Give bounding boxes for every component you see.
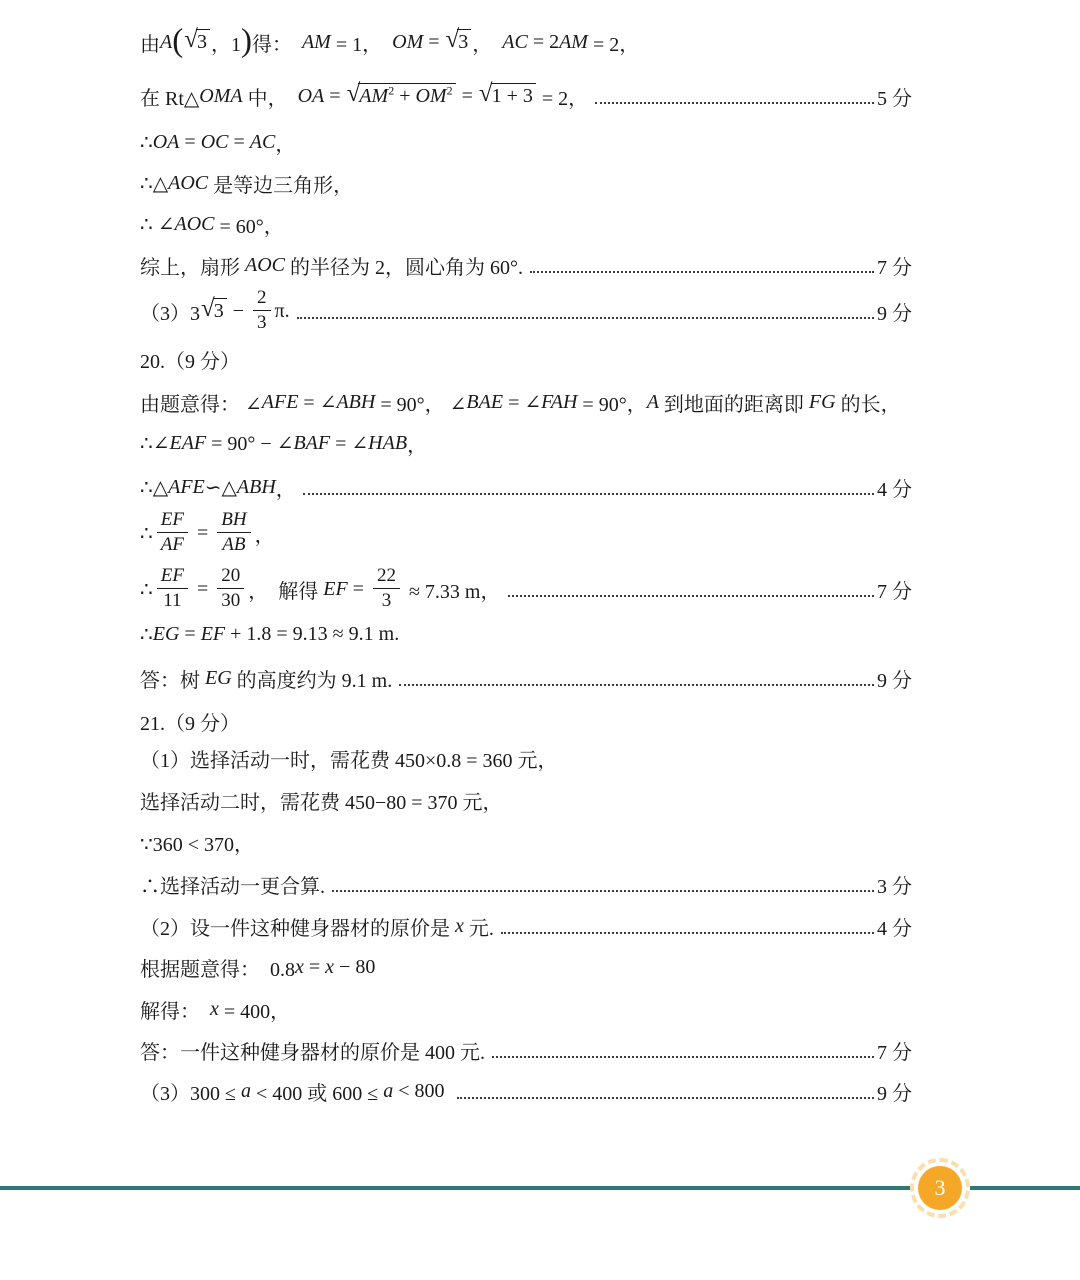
dot-leader [297,317,874,319]
numerator [373,565,400,589]
math-variable: EG [152,622,180,645]
text-run: ∴△ [140,476,169,499]
math-variable: ABH [336,390,376,413]
radicand [491,83,536,108]
fraction [373,565,400,613]
text-run: = ∠ [503,391,542,414]
score-label: 9 分 [877,669,912,692]
text-run: = [179,130,201,153]
text-run: 20 [221,565,241,587]
math-variable: AM [559,30,588,53]
text-run: ， [407,434,428,457]
text-run: （3）3 [140,302,200,325]
score-label: 9 分 [877,302,912,325]
math-variable: OM [392,30,424,53]
text-run: （3）300 ≤ [140,1082,241,1105]
fraction [157,565,188,613]
text-run: 3 [196,30,207,53]
text-run: 中， [242,87,298,110]
text-run: 3 [381,590,392,611]
text-run: ∴ [140,623,153,646]
document-line [140,284,912,338]
document-line [140,473,912,501]
sqrt-radical [478,79,536,109]
text-run: 由 [140,33,160,56]
dot-leader [492,1056,874,1058]
math-variable: EG [205,666,232,689]
text-run: ∴选择活动一更合算. [140,875,325,898]
radical-sign-icon: √ [478,79,493,107]
radical-sign-icon: √ [184,25,198,53]
text-run: = [191,577,214,600]
text-run: ， [254,524,275,547]
superscript: 2 [388,83,395,98]
text-run: ≈ 7.33 m， [403,580,501,603]
math-variable: AOC [168,171,209,194]
fraction [217,509,250,557]
numerator [217,509,250,533]
dot-leader [501,932,874,934]
text-run: ∴ ∠ [140,213,175,236]
math-variable: EF [323,577,348,600]
page-number: 3 [934,1175,946,1200]
math-variable: A [646,390,659,413]
document-line [140,345,912,373]
radical-sign-icon: √ [445,25,460,53]
math-variable: BAF [293,431,331,454]
math-variable: x [325,955,335,978]
math-variable: AF [160,534,184,555]
text-run: = ∠ [298,391,337,414]
math-variable: AM [359,84,389,107]
radical-sign-icon: √ [201,294,215,322]
math-variable: OM [415,84,447,107]
fraction [157,509,188,557]
dot-leader [508,595,875,597]
math-variable: BH [221,509,247,531]
sqrt-radical [346,79,456,109]
text-run: = [347,577,369,600]
text-run: 11 [163,590,182,611]
denominator [221,589,240,613]
numerator [253,287,271,311]
text-run: 21.（9 分） [140,712,240,735]
score-label: 7 分 [877,1041,912,1064]
math-variable: ABH [236,475,276,498]
text-run: = [303,955,326,978]
math-variable: x [210,997,219,1020]
dot-leader [595,102,874,104]
text-run: 到地面的距离即 [658,393,809,416]
score-label: 4 分 [877,917,912,940]
denominator [382,589,392,613]
text-run: ∴∠ [140,432,170,455]
score-label: 5 分 [877,87,912,110]
text-run: ，1 [210,33,241,56]
document-line [140,128,912,156]
text-run: 的高度约为 9.1 m. [231,669,393,692]
text-run: 1 + 3 [491,84,533,107]
document-line [140,995,912,1023]
numerator [217,565,244,589]
document-line [140,620,912,648]
dot-leader [457,1097,874,1099]
math-variable: HAB [368,431,408,454]
document-line [140,1036,912,1064]
math-variable: A [160,30,173,53]
text-run: 22 [376,565,396,587]
math-variable: EF [160,565,184,587]
text-run: ∽△ [204,476,237,499]
denominator [222,533,245,557]
text-run: = 1， [330,33,393,56]
document-line [140,664,912,692]
document-line [140,169,912,197]
math-variable: EF [160,509,184,531]
numerator [157,565,188,589]
score-label: 7 分 [877,256,912,279]
text-run: = [179,622,201,645]
text-run: 是等边三角形， [208,174,354,197]
text-run: （2）设一件这种健身器材的原价是 [140,917,455,940]
document-line [140,74,912,118]
text-run: 答：一件这种健身器材的原价是 400 元. [140,1041,485,1064]
fraction [253,287,271,335]
math-variable: OA [152,130,180,153]
text-run: 30 [221,590,241,611]
text-run: − [227,299,250,322]
math-variable: AM [301,30,331,53]
text-run: = 90° − ∠ [206,432,294,455]
text-run: 在 Rt△ [140,87,200,110]
math-variable: OMA [199,84,243,107]
text-run: 3 [213,299,224,322]
text-run: ， 解得 [248,580,324,603]
math-variable: BAE [466,390,504,413]
text-run: 的半径为 2，圆心角为 60°. [285,256,523,279]
math-variable: a [240,1079,251,1102]
document-line [140,388,912,416]
text-run: ， [275,478,296,501]
text-run: 解得： [140,1000,210,1023]
score-label: 7 分 [877,580,912,603]
text-run: π. [274,299,290,322]
text-run: − 80 [334,955,376,978]
text-run: = 2， [536,87,589,110]
math-variable: a [383,1079,394,1102]
math-variable: AB [222,534,246,555]
math-variable: FAH [541,390,578,413]
document-line [140,251,912,279]
radicand [358,83,455,108]
sqrt-radical [184,25,210,55]
document-line [140,707,912,735]
math-variable: AC [249,130,276,153]
text-run: 综上，扇形 [140,256,245,279]
text-run: < 800 [393,1079,450,1102]
sqrt-radical [201,294,227,324]
text-run: = [456,84,478,107]
score-label: 3 分 [877,875,912,898]
text-run: ∴ [140,522,153,545]
text-run: ∴ [140,578,153,601]
denominator [257,311,267,335]
math-variable: EF [200,622,226,645]
dot-leader [530,271,874,273]
dot-leader [303,493,874,495]
sqrt-radical [445,25,472,55]
score-label: 4 分 [877,478,912,501]
math-variable: AFE [168,475,205,498]
numerator [157,509,188,533]
math-variable: EAF [169,431,207,454]
text-run: 得： [251,33,302,56]
text-run: = 90°， ∠ [375,393,467,416]
fraction [217,565,244,613]
text-run: = 2 [527,30,560,53]
text-run: = 2， [587,33,640,56]
math-variable: x [295,955,304,978]
document-line [140,429,912,457]
big-paren: ( [172,22,184,59]
text-run: = 90°， [577,393,647,416]
superscript: 2 [446,83,453,98]
text-run: 的长， [835,393,901,416]
page-number-badge [918,1166,962,1210]
math-variable: OA [297,84,325,107]
math-variable: OC [200,130,229,153]
document-line [140,744,912,772]
denominator [161,533,184,557]
text-run: ∴△ [140,172,169,195]
text-run: 选择活动二时，需花费 450−80 = 370 元， [140,791,503,814]
text-run: = 400， [218,1000,291,1023]
math-variable: x [455,914,464,937]
document-line [140,912,912,940]
math-variable: AOC [245,253,285,276]
text-run: + 1.8 = 9.13 ≈ 9.1 m. [225,622,400,645]
big-paren: ) [240,22,252,59]
score-label: 9 分 [877,1082,912,1105]
document-line [140,870,912,898]
text-run: 3 [458,30,469,53]
math-variable: AOC [174,212,215,235]
text-run: 由题意得： ∠ [140,393,262,416]
text-run: < 400 或 600 ≤ [250,1082,384,1105]
document-line [140,828,912,856]
document-line [140,210,912,238]
dot-leader [332,890,874,892]
document-line [140,953,912,981]
dot-leader [399,684,874,686]
text-run: 3 [257,312,267,333]
text-run: = 60°， [214,215,284,238]
text-run: 20.（9 分） [140,350,240,373]
text-run: ∴ [140,131,153,154]
text-run: = [191,521,214,544]
text-run: + [394,84,416,107]
text-run: 元. [463,917,494,940]
text-run: ， [472,33,503,56]
text-run: ， [275,133,296,156]
text-run: = [324,84,346,107]
text-run: = [423,30,445,53]
denominator [163,589,181,613]
text-run: = ∠ [330,432,369,455]
text-run: ∵360 < 370， [140,833,255,856]
text-run: 根据题意得： 0.8 [140,958,295,981]
text-run: 答：树 [140,669,205,692]
document-line [140,1077,912,1105]
document-line [140,506,912,560]
math-variable: AFE [261,390,299,413]
text-run: = [228,130,250,153]
math-variable: AC [502,30,528,53]
text-run: （1）选择活动一时，需花费 450×0.8 = 360 元， [140,749,558,772]
radical-sign-icon: √ [346,79,361,107]
math-variable: FG [808,390,836,413]
document-line [140,22,912,62]
document-line [140,562,912,616]
text-run: 2 [257,287,267,309]
document-line [140,786,912,814]
